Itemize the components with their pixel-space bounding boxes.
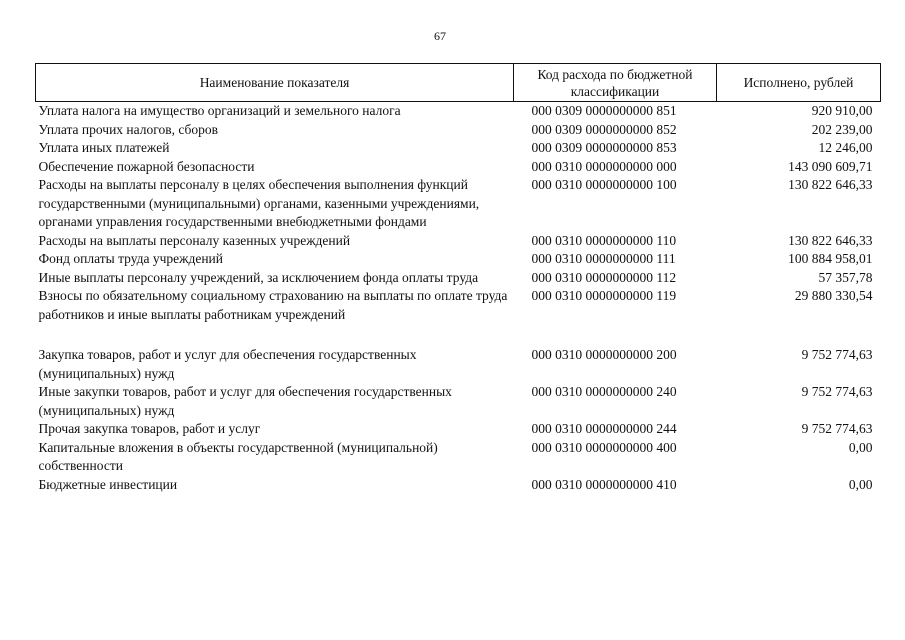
table-row bbox=[36, 250, 881, 269]
row-amount: 9 752 774,63 bbox=[801, 421, 873, 436]
row-code: 000 0310 0000000000 410 bbox=[531, 476, 677, 492]
row-name: Бюджетные инвестиции bbox=[38, 476, 178, 492]
row-code: 000 0310 0000000000 100 bbox=[531, 177, 677, 192]
table-row bbox=[36, 420, 881, 439]
table-row bbox=[36, 121, 881, 140]
row-name: Взносы по обязательному социальному страхованию на выплаты по оплате труда работников и иные выплаты работникам учреждений bbox=[38, 288, 508, 322]
table-row bbox=[36, 269, 881, 288]
row-amount: 0,00 bbox=[848, 439, 873, 455]
row-amount: 9 752 774,63 bbox=[801, 384, 873, 399]
table-row bbox=[36, 476, 881, 495]
row-code: 000 0309 0000000000 851 bbox=[531, 103, 677, 118]
column-header-amount: Исполнено, рублей bbox=[717, 64, 881, 102]
table-header bbox=[36, 64, 881, 102]
table-row bbox=[36, 139, 881, 158]
row-amount: 12 246,00 bbox=[818, 140, 873, 155]
row-name: Закупка товаров, работ и услуг для обеспечения государственных (муниципальных) нужд bbox=[38, 347, 417, 381]
row-code: 000 0310 0000000000 400 bbox=[531, 439, 677, 455]
table-row bbox=[36, 176, 881, 232]
row-code: 000 0310 0000000000 244 bbox=[531, 421, 677, 436]
row-name: Иные закупки товаров, работ и услуг для обеспечения государственных (муниципальных) нужд bbox=[38, 384, 452, 418]
row-spacer bbox=[36, 324, 881, 346]
row-code: 000 0309 0000000000 853 bbox=[531, 140, 677, 155]
table-row bbox=[36, 346, 881, 383]
row-amount: 920 910,00 bbox=[811, 103, 873, 118]
row-name: Расходы на выплаты персоналу казенных учреждений bbox=[38, 232, 351, 248]
row-name: Иные выплаты персоналу учреждений, за исключением фонда оплаты труда bbox=[38, 269, 479, 285]
row-amount: 100 884 958,01 bbox=[788, 251, 873, 266]
row-amount: 0,00 bbox=[848, 476, 873, 492]
table-row bbox=[36, 383, 881, 420]
row-amount: 130 822 646,33 bbox=[788, 177, 873, 192]
row-amount: 202 239,00 bbox=[811, 121, 873, 137]
row-amount: 130 822 646,33 bbox=[788, 232, 873, 248]
budget-table-container bbox=[35, 63, 880, 494]
row-name: Уплата иных платежей bbox=[38, 140, 170, 155]
row-amount: 9 752 774,63 bbox=[801, 347, 873, 362]
row-amount: 143 090 609,71 bbox=[788, 158, 873, 174]
row-code: 000 0309 0000000000 852 bbox=[531, 121, 677, 137]
table-row bbox=[36, 102, 881, 121]
row-code: 000 0310 0000000000 240 bbox=[531, 384, 677, 399]
spacer-cell bbox=[36, 324, 514, 346]
table-row bbox=[36, 287, 881, 324]
column-header-name: Наименование показателя bbox=[36, 64, 514, 102]
row-name: Капитальные вложения в объекты государственной (муниципальной) собственности bbox=[38, 439, 438, 473]
page-number: 67 bbox=[434, 29, 446, 43]
table-header-row bbox=[36, 64, 881, 102]
row-name: Прочая закупка товаров, работ и услуг bbox=[38, 421, 261, 436]
row-name: Уплата налога на имущество организаций и земельного налога bbox=[38, 103, 401, 118]
budget-table bbox=[35, 63, 881, 494]
spacer-cell bbox=[514, 324, 717, 346]
row-name: Уплата прочих налогов, сборов bbox=[38, 121, 218, 137]
row-code: 000 0310 0000000000 200 bbox=[531, 347, 677, 362]
table-row bbox=[36, 439, 881, 476]
row-name: Фонд оплаты труда учреждений bbox=[38, 251, 223, 266]
table-row bbox=[36, 158, 881, 177]
row-code: 000 0310 0000000000 111 bbox=[531, 251, 676, 266]
row-amount: 57 357,78 bbox=[818, 269, 873, 285]
row-code: 000 0310 0000000000 110 bbox=[531, 232, 677, 248]
table-body bbox=[36, 102, 881, 495]
row-code: 000 0310 0000000000 000 bbox=[531, 158, 677, 174]
row-amount: 29 880 330,54 bbox=[794, 288, 873, 303]
row-name: Расходы на выплаты персоналу в целях обеспечения выполнения функций государственными (муниципальными) органами, казенными учреждениями, органами управления государственными внебюджетными фондами bbox=[38, 177, 480, 229]
row-code: 000 0310 0000000000 112 bbox=[531, 269, 677, 285]
row-code: 000 0310 0000000000 119 bbox=[531, 288, 677, 303]
row-name: Обеспечение пожарной безопасности bbox=[38, 158, 255, 174]
column-header-code: Код расхода по бюджетной классификации bbox=[514, 64, 717, 102]
table-row bbox=[36, 232, 881, 251]
spacer-cell bbox=[717, 324, 881, 346]
